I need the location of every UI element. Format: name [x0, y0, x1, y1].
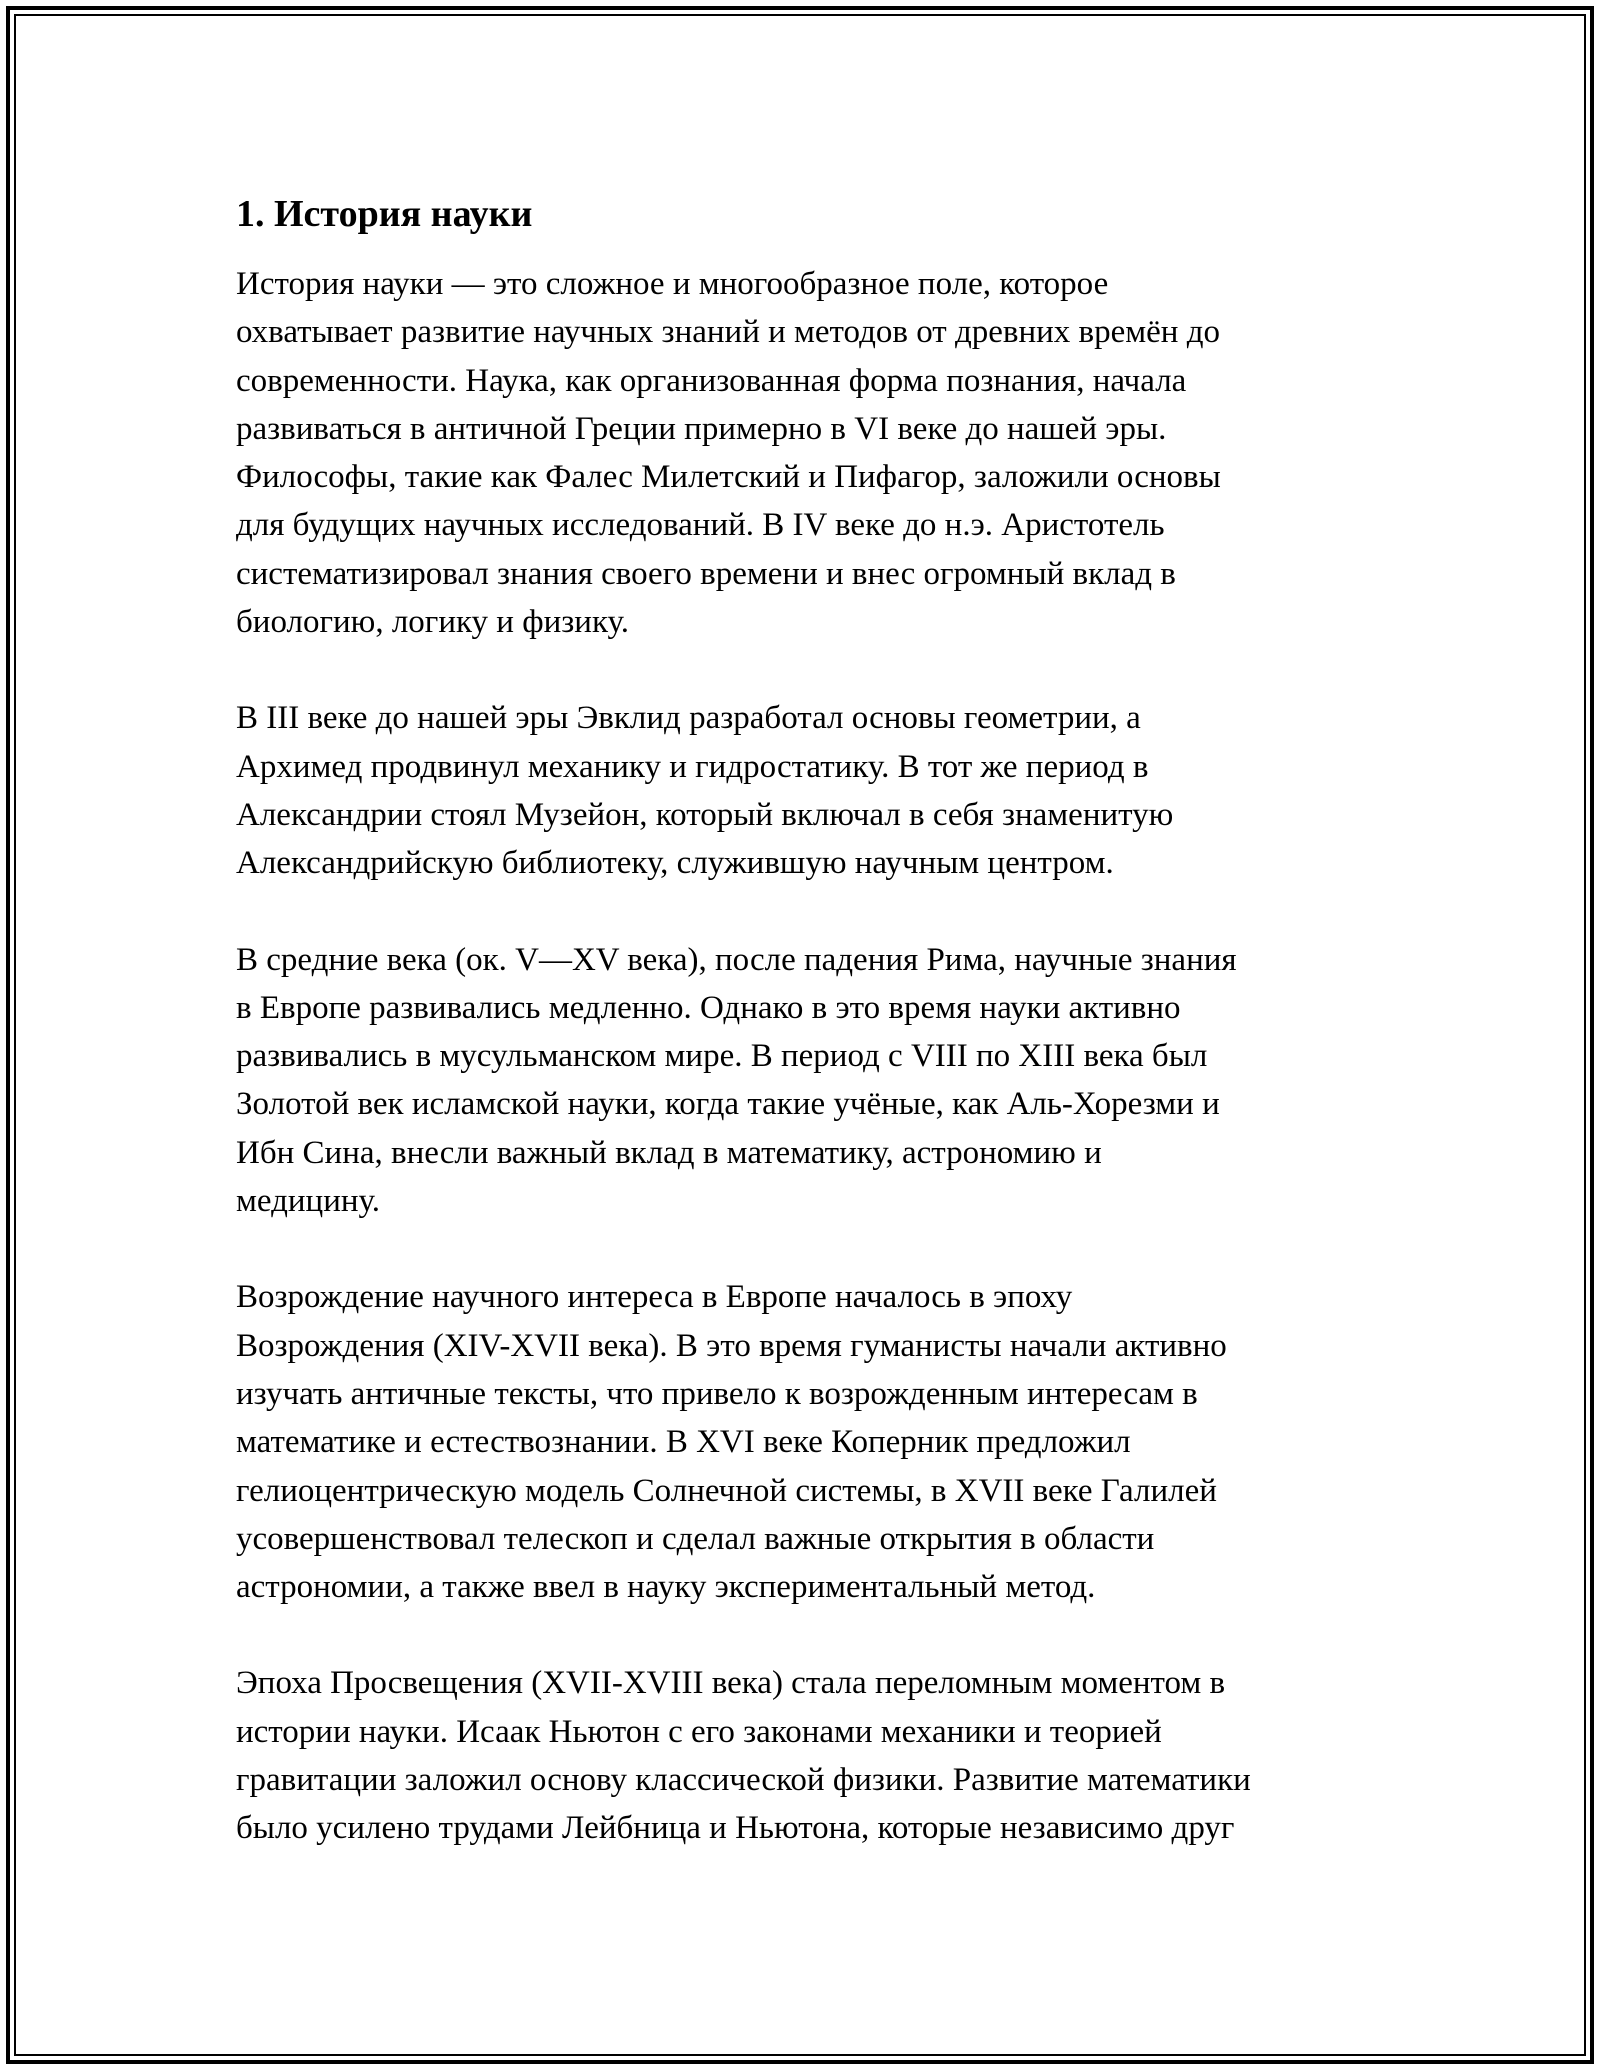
paragraph-ancient-greece: История науки — это сложное и многообразное поле, которое охватывает развитие научных знаний и методов от древних времён до современности. Наука, как организованная форма познания, начала развиваться в античной Греции примерно в VI веке до нашей эры. Философы, такие как Фалес Милетский и Пифагор, заложили основы для будущих научных исследований. В IV веке до н.э. Аристотель систематизировал знания своего времени и внес огромный вклад в биологию, логику и физику.	[236, 266, 1221, 641]
paragraph-renaissance: Возрождение научного интереса в Европе началось в эпоху Возрождения (XIV-XVII века). В это время гуманисты начали активно изучать античные тексты, что привело к возрожденным интересам в математике и естествознании. В XVI веке Коперник предложил гелиоцентрическую модель Солнечной системы, в XVII веке Галилей усовершенствовал телескоп и сделал важные открытия в области астрономии, а также ввел в науку экспериментальный метод.	[236, 1279, 1227, 1606]
document-body	[236, 186, 1396, 1901]
paragraph-middle-ages: В средние века (ок. V—XV века), после падения Рима, научные знания в Европе развивались медленно. Однако в это время науки активно развивались в мусульманском мире. В период с VIII по XIII века был Золотой век исламской науки, когда такие учёные, как Аль-Хорезми и Ибн Сина, внесли важный вклад в математику, астрономию и медицину.	[236, 941, 1237, 1220]
paragraph-hellenistic: В III веке до нашей эры Эвклид разработал основы геометрии, а Архимед продвинул механику и гидростатику. В тот же период в Александрии стоял Музейон, который включал в себя знаменитую Александрийскую библиотеку, служившую научным центром.	[236, 700, 1174, 882]
paragraph-enlightenment: Эпоха Просвещения (XVII-XVIII века) стала переломным моментом в истории науки. Исаак Ньютон с его законами механики и теорией гравитации заложил основу классической физики. Развитие математики было усилено трудами Лейбница и Ньютона, которые независимо друг	[236, 1665, 1251, 1847]
section-heading: 1. История науки	[236, 193, 533, 235]
